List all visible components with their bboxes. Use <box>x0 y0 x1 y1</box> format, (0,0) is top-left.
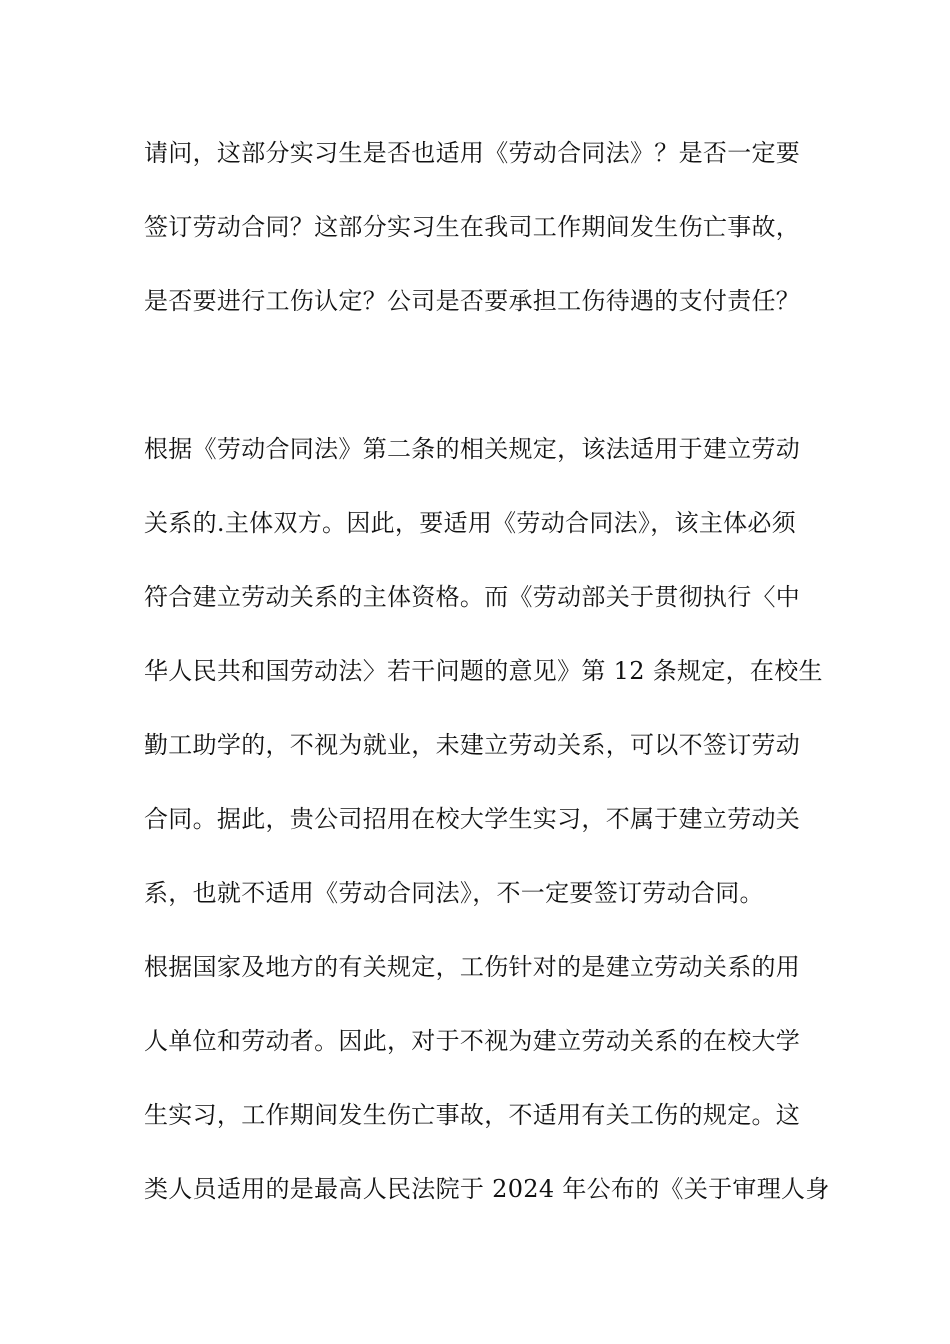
text-line: 根据国家及地方的有关规定，工伤针对的是建立劳动关系的用 <box>144 953 801 981</box>
text-line: 请问，这部分实习生是否也适用《劳动合同法》？是否一定要 <box>144 139 801 167</box>
text-line: 生实习，工作期间发生伤亡事故，不适用有关工伤的规定。这 <box>144 1101 801 1129</box>
text-line: 人单位和劳动者。因此，对于不视为建立劳动关系的在校大学 <box>144 1027 801 1055</box>
text-line: 华人民共和国劳动法〉若干问题的意见》第 12 条规定，在校生 <box>144 657 823 685</box>
text-line: 符合建立劳动关系的主体资格。而《劳动部关于贯彻执行〈中 <box>144 583 801 611</box>
text-line: 关系的.主体双方。因此，要适用《劳动合同法》，该主体必须 <box>144 509 797 537</box>
text-line: 合同。据此，贵公司招用在校大学生实习，不属于建立劳动关 <box>144 805 801 833</box>
text-line: 是否要进行工伤认定？公司是否要承担工伤待遇的支付责任？ <box>144 287 801 315</box>
text-line: 根据《劳动合同法》第二条的相关规定，该法适用于建立劳动 <box>144 435 801 463</box>
text-line: 系，也就不适用《劳动合同法》，不一定要签订劳动合同。 <box>144 879 764 907</box>
text-line: 签订劳动合同？这部分实习生在我司工作期间发生伤亡事故， <box>144 213 801 241</box>
text-line: 类人员适用的是最高人民法院于 2024 年公布的《关于审理人身 <box>144 1175 830 1203</box>
text-line: 勤工助学的，不视为就业，未建立劳动关系，可以不签订劳动 <box>144 731 801 759</box>
